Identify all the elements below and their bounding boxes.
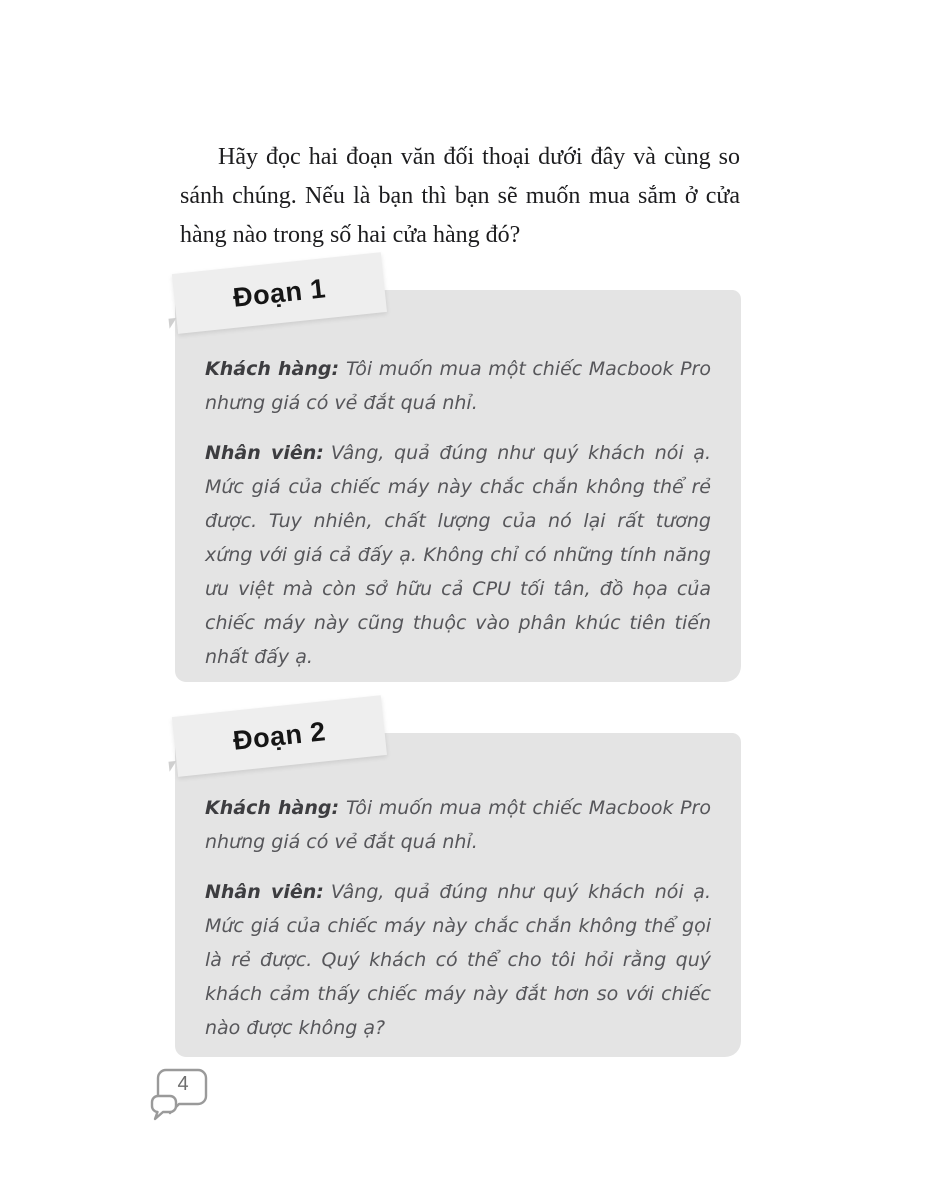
section-1-label: Đoạn 1 bbox=[231, 273, 328, 313]
speaker-name: Khách hàng: bbox=[205, 797, 340, 819]
speech-text: Vâng, quả đúng như quý khách nói ạ. Mức giá của chiếc máy này chắc chắn không thể rẻ được. Tuy nhiên, chất lượng của nó lại rất tương xứng với giá cả đấy ạ. Không chỉ có những tính năng ưu việt mà còn sở hữu cả CPU tối tân, đồ họa của chiếc máy này cũng thuộc vào phân khúc tiên tiến nhất đấy ạ. bbox=[205, 442, 711, 668]
speech-text: Tôi muốn mua một chiếc Macbook Pro nhưng giá có vẻ đắt quá nhỉ. bbox=[205, 797, 711, 853]
section-1-label-tab bbox=[172, 252, 387, 334]
intro-paragraph: Hãy đọc hai đoạn văn đối thoại dưới đây và cùng so sánh chúng. Nếu là bạn thì bạn sẽ muốn mua sắm ở cửa hàng nào trong số hai cửa hàng đó? bbox=[180, 144, 740, 248]
speaker-name: Nhân viên: bbox=[205, 442, 324, 464]
dialogue-section-1 bbox=[175, 273, 741, 682]
section-2-label-tab bbox=[172, 695, 387, 777]
speaker-name: Nhân viên: bbox=[205, 881, 324, 903]
speech-text: Tôi muốn mua một chiếc Macbook Pro nhưng giá có vẻ đắt quá nhỉ. bbox=[205, 358, 711, 414]
dialogue-line-customer bbox=[205, 352, 711, 420]
page-number: 4 bbox=[177, 1073, 189, 1095]
speech-text: Vâng, quả đúng như quý khách nói ạ. Mức giá của chiếc máy này chắc chắn không thể gọi là rẻ được. Quý khách có thể cho tôi hỏi rằng quý khách cảm thấy chiếc máy này đắt hơn so với chiếc nào được không ạ? bbox=[205, 881, 711, 1039]
dialogue-line-staff bbox=[205, 436, 711, 674]
dialogue-section-2 bbox=[175, 716, 741, 1057]
dialogue-line-customer bbox=[205, 791, 711, 859]
section-2-label: Đoạn 2 bbox=[231, 716, 328, 756]
page-footer bbox=[148, 1066, 214, 1124]
dialogue-line-staff bbox=[205, 875, 711, 1045]
speaker-name: Khách hàng: bbox=[205, 358, 340, 380]
